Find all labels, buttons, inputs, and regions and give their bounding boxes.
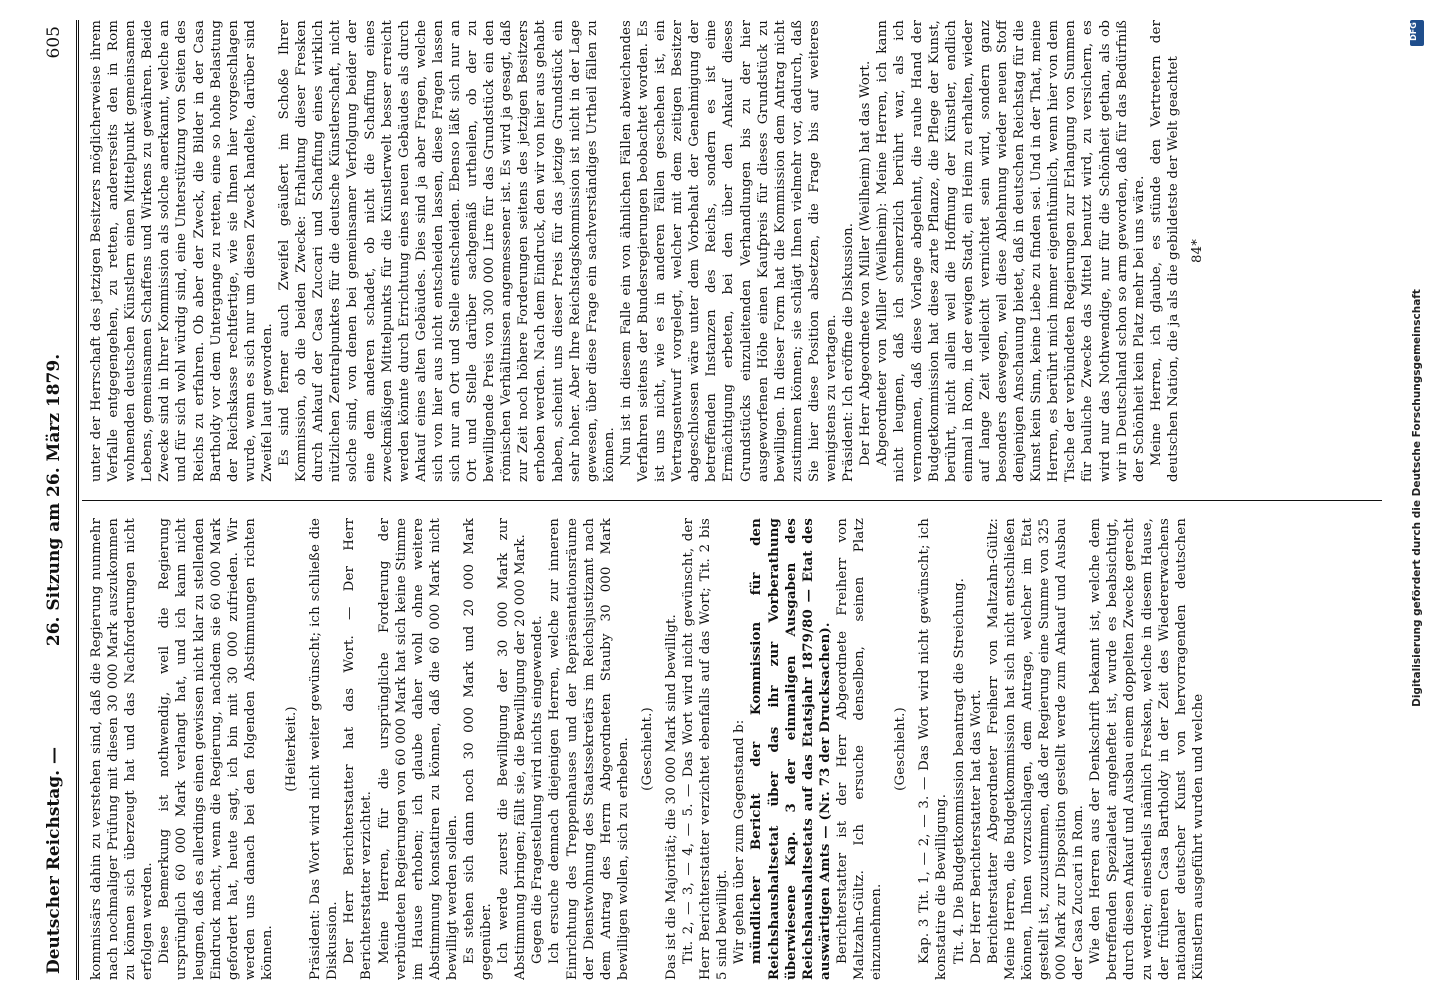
paragraph: unter der Herrschaft des jetzigen Besitzers möglicherweise ihrem Verfalle entgegengehen, zu retten, andererseits den in Rom wohnenden deutschen Künstlern einen Mittelpunkt gemeinsamen Lebens, gemeinsamen Schaffens und Wirkens zu gewähren. Beide Zwecke sind in Ihrer Kommission als solche anerkannt, welche an und für sich wohl würdig sind, eine Unterstützung von Seiten des Reichs zu erfahren. Ob aber der Zweck, die Bilder in der Casa Bartholdy vor dem Untergange zu retten, eine so hohe Belastung der Reichskasse rechtfertige, wie sie Ihnen hier vorgeschlagen wurde, wenn es sich nur um diesen Zweck handelte, darüber sind Zweifel laut geworden. [89, 20, 275, 482]
left-column [88, 518, 1378, 980]
paragraph: Berichterstatter ist der Herr Abgeordnete Freiherr von Maltzahn-Gültz. Ich ersuche denselben, seinen Platz einzunehmen. [834, 518, 885, 980]
paragraph: Das ist die Majorität; die 30 000 Mark sind bewilligt. [664, 614, 679, 980]
paragraph: Wie den Herren aus der Denkschrift bekannt ist, welche dem betreffenden Spezialetat angeheftet ist, wurde es beabsichtigt, durch diesen Ankauf und Ausbau einem doppelten Zwecke gerecht zu werden; einestheils nämlich Fresken, welche in diesem Hause, der früheren Casa Bartholdy in der Zeit des Wiedererwachens nationaler deutscher Kunst von hervorragenden deutschen Künstlern ausgeführt wurden und welche [1088, 518, 1206, 980]
paragraph: Präsident: Das Wort wird nicht weiter gewünscht; ich schließe die Diskussion. [308, 518, 341, 980]
paragraph: Wir gehen über zum Gegenstand b: [732, 719, 748, 964]
running-header [36, 20, 76, 980]
paragraph: Ich werde zuerst die Bewilligung der 30 000 Mark zur Abstimmung bringen; fällt sie, die Bewilligung der 20 000 Mark. [496, 518, 529, 980]
paragraph: (Heiterkeit.) [284, 706, 300, 792]
paragraph: Der Herr Berichterstatter hat das Wort. [968, 689, 984, 964]
paragraph: Ich ersuche demnach diejenigen Herren, welche zur inneren Einrichtung des Treppenhauses und der Repräsentationsräume der Dienstwohnung des Staatssekretärs im Reichsjustizamt nach dem Antrag des Herrn Abgeordneten Stauby 30 000 Mark bewilligen wollen, sich zu erheben. [547, 518, 631, 980]
paragraph: kommissärs dahin zu verstehen sind, daß die Regierung nunmehr nach nochmaliger Prüfung mit diesen 30 000 Mark auszukommen zu können sich überzeugt hat und das Nachforderungen nicht erfolgen werden. [89, 518, 156, 980]
dfg-logo: DFG [1410, 20, 1424, 46]
right-column [88, 20, 1378, 482]
header-rule [76, 20, 79, 980]
paragraph: Diese Bemerkung ist nothwendig, weil die Regierung ursprünglich 60 000 Mark verlangt hat, und ich kann nicht leugnen, daß es allerdings einen gewissen nicht klar zu stellenden Eindruck macht, wenn die Regierung, nachdem sie 60 000 Mark gefordert hat, heute sagt, ich bin mit 30 000 zufrieden. Wir werden uns danach bei den folgenden Abstimmungen richten können. [157, 518, 275, 980]
paragraph: Der Herr Abgeordnete von Miller (Weilheim) hat das Wort. [858, 60, 874, 466]
digitization-note-text: Digitalisierung gefördert durch die Deutsche Forschungsgemeinschaft [1411, 289, 1423, 707]
rotated-document-page [36, 20, 1396, 980]
paragraph: Nun ist in diesem Falle ein von ähnlichen Fällen abweichendes Verfahren seitens der Bundesregierungen beobachtet worden. Es ist uns nicht, wie es in anderen Fällen geschehen ist, ein Vertragsentwurf vorgelegt, welcher mit dem zeitigen Besitzer abgeschlossen wäre unter dem Vorbehalt der Genehmigung der betreffenden Instanzen des Reichs, sondern es ist eine Ermächtigung erbeten, bei den über den Ankauf dieses Grundstücks einzuleitenden Verhandlungen bis zu der hier ausgeworfenen Höhe einen Kaufpreis für dieses Grundstück zu bewilligen. In dieser Form hat die Kommission dem Antrag nicht zustimmen können; sie schlägt Ihnen vielmehr vor, dadurch, daß Sie hier diese Position absetzen, die Frage bis auf weiteres wenigstens zu vertagen. [618, 20, 840, 482]
header-session: 26. Sitzung am 26. März 1879. [44, 353, 64, 647]
paragraph: Gegen die Fragestellung wird nichts eingewendet. [530, 615, 546, 964]
paragraph: Der Herr Berichterstatter hat das Wort. — Der Herr Berichterstatter verzichtet. [342, 518, 375, 980]
paragraph: 84* [1190, 238, 1205, 264]
column-divider [82, 500, 1382, 501]
header-page-number: 605 [44, 26, 64, 59]
paragraph: Meine Herren, für die ursprüngliche Forderung der verbündeten Regierungen von 60 000 Mark hat sich keine Stimme im Hause erhoben; ich glaube daher wohl ohne weitere Abstimmung konstatiren zu können, daß die 60 000 Mark nicht bewilligt werden sollen. [376, 518, 460, 980]
paragraph: (Geschieht.) [639, 707, 655, 791]
paragraph: Berichterstatter Abgeordneter Freiherr von Maltzahn-Gültz: Meine Herren, die Budgetkommission hat sich nicht entschließen können, Ihnen vorzuschlagen, dem Antrage, welcher im Etat gestellt ist, zuzustimmen, daß der Regierung eine Summe von 325 000 Mark zur Disposition gestellt werde zum Ankauf und Ausbau der Casa Zuccari in Rom. [985, 518, 1087, 980]
paragraph: Tit. 4. Die Budgetkommission beantragt die Streichung. [951, 578, 967, 964]
paragraph: Tit. 2, — 3, — 4, — 5. — Das Wort wird nicht gewünscht, der Herr Berichterstatter verzichtet ebenfalls auf das Wort; Tit. 2 bis 5 sind bewilligt. [681, 518, 731, 980]
header-publication: Deutscher Reichstag. — [44, 746, 64, 974]
paragraph: mündlicher Bericht der Kommission für den Reichshaushaltsetat über das ihr zur Vorberathung überwiesene Kap. 3 der einmaligen Ausgaben des Reichshaushaltsetats auf das Etatsjahr 1879/80 — Etat des auswärtigen Amts — (Nr. 73 der Drucksachen). [749, 518, 833, 980]
paragraph: Es stehen sich dann noch 30 000 Mark und 20 000 Mark gegenüber. [461, 518, 495, 980]
paragraph: Es sind ferner auch Zweifel geäußert im Schoße Ihrer Kommission, ob die beiden Zwecke: Erhaltung dieser Fresken durch Ankauf der Casa Zuccari und Schaffung eines wirklich nützlichen Zentralpunktes für die deutsche Künstlerschaft, nicht solche sind, von denen bei gemeinsamer Verfolgung beider der eine dem anderen schadet, ob nicht die Schaffung eines zweckmäßigen Mittelpunkts für die Künstlerwelt besser erreicht werden könnte durch Errichtung eines neuen Gebäudes als durch Ankauf eines alten Gebäudes. Dies sind ja aber Fragen, welche sich von hier aus nicht entscheiden lassen, diese Fragen lassen sich nur an Ort und Stelle entscheiden. Ebenso läßt sich nur an Ort und Stelle darüber sachgemäß urtheilen, ob der zu bewilligende Preis von 300 000 Lire für das Grundstück ein den römischen Verhältnissen angemessener ist. Es wird ja gesagt, daß zur Zeit noch höhere Forderungen seitens des jetzigen Besitzers erhoben werden. Nach dem Eindruck, den wir von hier aus gehabt haben, scheint uns dieser Preis für das jetzige Grundstück ein sehr hoher. Aber Ihre Reichstagskommission ist nicht in der Lage gewesen, über diese Frage ein sachverständiges Urtheil fällen zu können. [277, 20, 617, 482]
paragraph: Präsident: Ich eröffne die Diskussion. [841, 222, 857, 482]
paragraph: Abgeordneter von Miller (Weilheim): Meine Herren, ich kann nicht leugnen, daß ich schmerzlich berührt war, als ich vernommen, daß diese Vorlage abgelehnt, die rauhe Hand der Budgetkommission hat diese zarte Pflanze, die Pflege der Kunst, berührt, nicht allein weil die Hoffnung der Künstler, endlich einmal in Rom, in der ewigen Stadt, ein Heim zu erhalten, wieder auf lange Zeit vielleicht vernichtet sein wird, sondern ganz besonders deswegen, weil diese Ablehnung wieder neuen Stoff denjenigen Anschauung bietet, daß in deutschen Reichstag für die Kunst kein Sinn, keine Liebe zu finden sei. Und in der That, meine Herren, es berührt mich immer eigenthümlich, wenn hier von dem Tische der verbündeten Regierungen zur Erlangung von Summen für bauliche Zwecke das Mittel benutzt wird, zu versichern, es wird nur das Nothwendige, nur für die Schönheit gethan, als ob wir in Deutschland schon so arm geworden, daß für das Bedürfniß der Schönheit kein Platz mehr bei uns wäre. [875, 20, 1147, 482]
paragraph: Kap. 3 Tit. 1, — 2, — 3. — Das Wort wird nicht gewünscht; ich konstatire die Bewilligung. [917, 518, 950, 980]
paragraph: (Geschieht.) [893, 707, 909, 791]
paragraph: Meine Herren, ich glaube, es stünde den Vertretern der deutschen Nation, die ja als die gebildetste der Welt geachtet [1148, 20, 1181, 482]
